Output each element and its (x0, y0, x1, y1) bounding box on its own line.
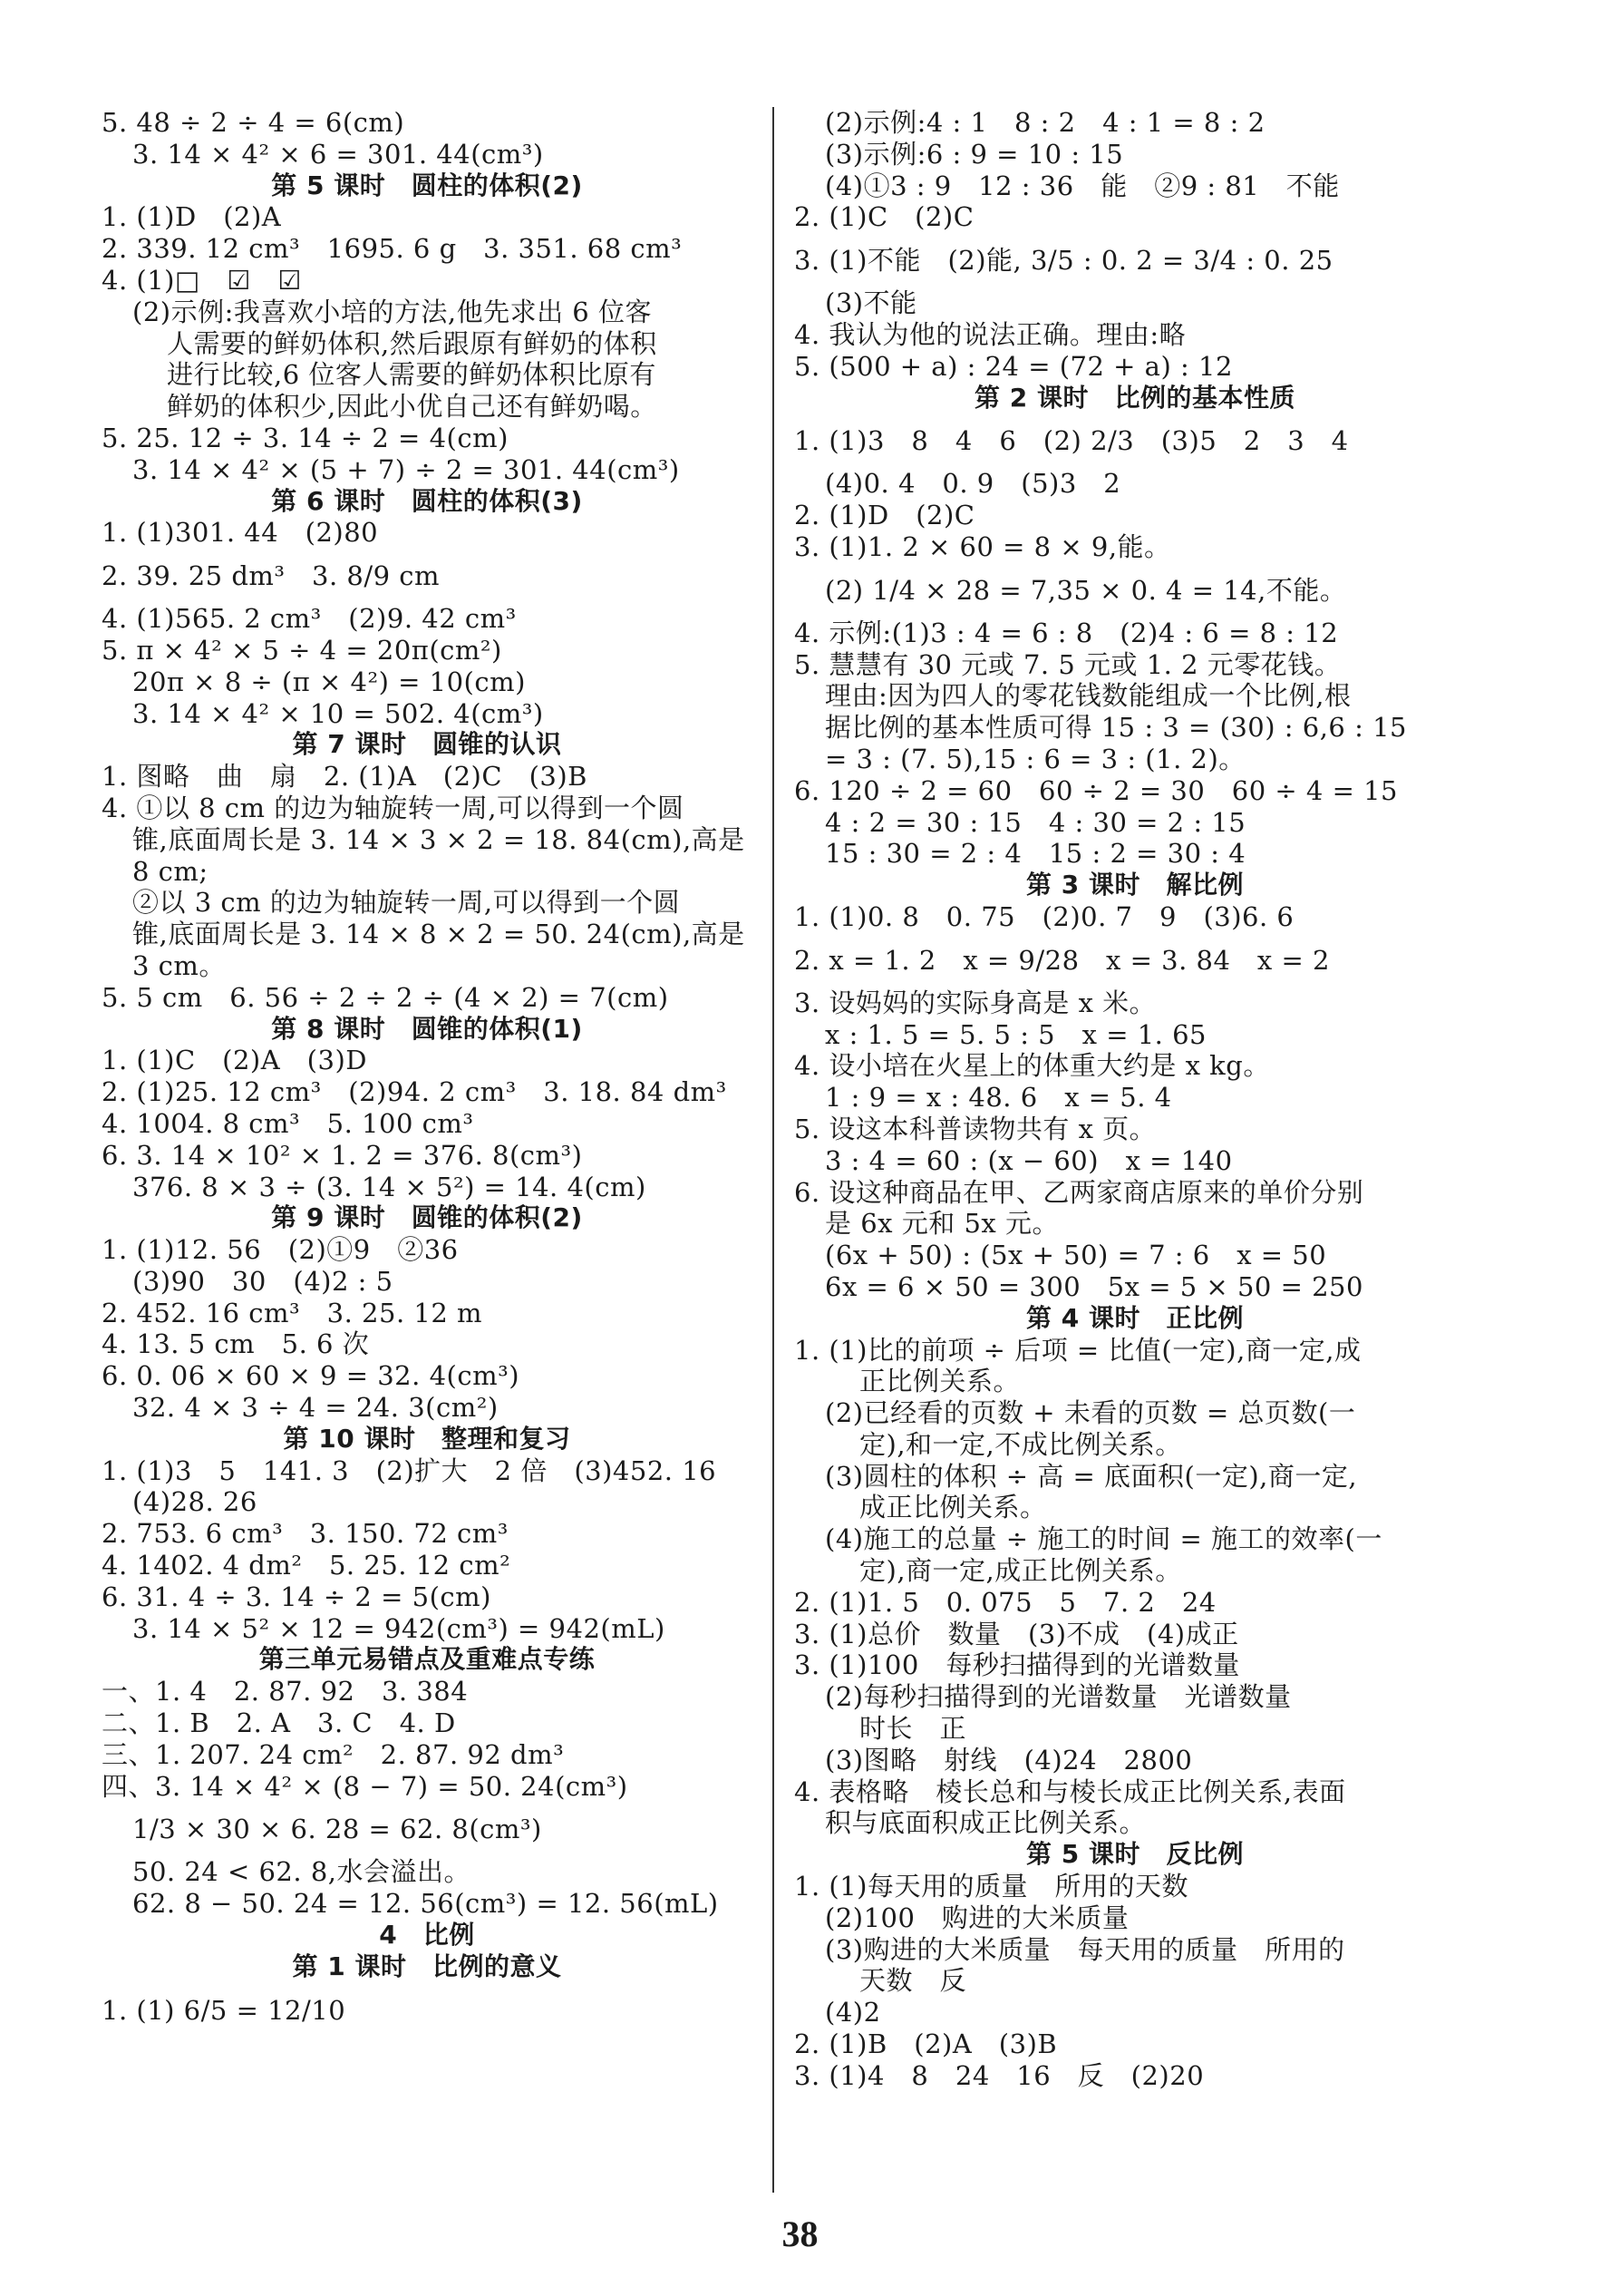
answer-line: 20π × 8 ÷ (π × 4²) = 10(cm) (132, 666, 526, 697)
answer-line: 锥,底面周长是 3. 14 × 3 × 2 = 18. 84(cm),高是 (132, 823, 745, 855)
answer-line: 2. (1)25. 12 cm³ (2)94. 2 cm³ 3. 18. 84 dm³ (102, 1076, 727, 1108)
answer-line: (2)示例:我喜欢小培的方法,他先求出 6 位客 (132, 296, 652, 327)
answer-line: 3. (1)4 8 24 16 反 (2)20 (794, 2059, 1205, 2091)
answer-line: 定),商一定,成正比例关系。 (859, 1555, 1182, 1587)
answer-line: (3)90 30 (4)2 : 5 (132, 1265, 393, 1297)
answer-line: 2. 339. 12 cm³ 1695. 6 g 3. 351. 68 cm³ (102, 233, 683, 265)
answer-line: 15 : 30 = 2 : 4 15 : 2 = 30 : 4 (825, 838, 1246, 870)
answer-line: (3)购进的大米质量 每天用的质量 所用的 (825, 1933, 1345, 1965)
answer-line: 6. 120 ÷ 2 = 60 60 ÷ 2 = 30 60 ÷ 4 = 15 (794, 774, 1399, 806)
answer-line: (4)2 (825, 1997, 881, 2028)
answer-line: 4. 示例:(1)3 : 4 = 6 : 8 (2)4 : 6 = 8 : 12 (794, 617, 1339, 648)
answer-line: 3. (1)100 每秒扫描得到的光谱数量 (794, 1649, 1240, 1681)
answer-line: 人需要的鲜奶体积,然后跟原有鲜奶的体积 (167, 327, 657, 359)
section-heading: 第 5 课时 反比例 (1026, 1839, 1244, 1870)
answer-line: 理由:因为四人的零花钱数能组成一个比例,根 (825, 680, 1352, 712)
answer-line: 成正比例关系。 (859, 1492, 1047, 1523)
answer-line: 8 cm; (132, 855, 208, 887)
section-heading: 第 6 课时 圆柱的体积(3) (271, 485, 583, 516)
answer-line: 1/3 × 30 × 6. 28 = 62. 8(cm³) (132, 1814, 542, 1845)
answer-line: 3. 14 × 4² × 6 = 301. 44(cm³) (132, 138, 544, 170)
answer-line: 4 : 2 = 30 : 15 4 : 30 = 2 : 15 (825, 806, 1246, 838)
section-heading: 第 9 课时 圆锥的体积(2) (271, 1202, 583, 1233)
answer-line: 1 : 9 = x : 48. 6 x = 5. 4 (825, 1082, 1172, 1114)
answer-line: 一、1. 4 2. 87. 92 3. 384 (102, 1676, 469, 1707)
answer-line: (3)不能 (825, 287, 917, 319)
right-column (794, 107, 1476, 2092)
answer-line: 3. (1)总价 数量 (3)不成 (4)成正 (794, 1618, 1239, 1649)
answer-line: (4)①3 : 9 12 : 36 能 ②9 : 81 不能 (825, 170, 1340, 201)
answer-line: 2. 452. 16 cm³ 3. 25. 12 m (102, 1297, 483, 1328)
answer-line: 2. (1)D (2)C (794, 500, 975, 531)
answer-line: 3. 14 × 5² × 12 = 942(cm³) = 942(mL) (132, 1612, 665, 1644)
answer-line: (6x + 50) : (5x + 50) = 7 : 6 x = 50 (825, 1240, 1327, 1271)
answer-line: 1. (1)D (2)A (102, 201, 282, 233)
section-heading: 第 5 课时 圆柱的体积(2) (271, 170, 583, 200)
page-number: 38 (781, 2213, 819, 2254)
column-divider (772, 107, 774, 2193)
answer-line: 4. 设小培在火星上的体重大约是 x kg。 (794, 1050, 1270, 1082)
section-heading: 第 3 课时 解比例 (1026, 870, 1244, 900)
answer-line: 4. 我认为他的说法正确。理由:略 (794, 318, 1187, 350)
answer-line: 四、3. 14 × 4² × (8 − 7) = 50. 24(cm³) (102, 1770, 628, 1802)
answer-line: 4. ①以 8 cm 的边为轴旋转一周,可以得到一个圆 (102, 792, 684, 823)
answer-line: 376. 8 × 3 ÷ (3. 14 × 5²) = 14. 4(cm) (132, 1171, 646, 1202)
answer-line: 鲜奶的体积少,因此小优自己还有鲜奶喝。 (167, 391, 657, 423)
answer-line: = 3 : (7. 5),15 : 6 = 3 : (1. 2)。 (825, 743, 1246, 774)
answer-line: 2. (1)1. 5 0. 075 5 7. 2 24 (794, 1586, 1217, 1618)
answer-line: 1. (1)301. 44 (2)80 (102, 517, 379, 549)
answer-line: (2)示例:4 : 1 8 : 2 4 : 1 = 8 : 2 (825, 107, 1265, 138)
answer-line: 5. 48 ÷ 2 ÷ 4 = 6(cm) (102, 107, 405, 138)
answer-line: 正比例关系。 (859, 1366, 1021, 1397)
answer-line: 时长 正 (859, 1713, 967, 1745)
answer-line: 4. 1402. 4 dm² 5. 25. 12 cm² (102, 1550, 511, 1581)
answer-line: 50. 24 < 62. 8,水会溢出。 (132, 1856, 470, 1888)
answer-line: 6. 3. 14 × 10² × 1. 2 = 376. 8(cm³) (102, 1139, 583, 1171)
answer-line: 4. 1004. 8 cm³ 5. 100 cm³ (102, 1107, 474, 1139)
answer-line: (4)0. 4 0. 9 (5)3 2 (825, 468, 1121, 500)
answer-line: 32. 4 × 3 ÷ 4 = 24. 3(cm²) (132, 1392, 499, 1424)
section-heading: 4 比例 (379, 1920, 475, 1951)
answer-line: 4. 13. 5 cm 5. 6 次 (102, 1328, 370, 1360)
answer-line: 3. (1)不能 (2)能, 3/5 : 0. 2 = 3/4 : 0. 25 (794, 245, 1333, 277)
answer-line: 2. 753. 6 cm³ 3. 150. 72 cm³ (102, 1518, 509, 1550)
answer-line: 3. (1)1. 2 × 60 = 8 × 9,能。 (794, 530, 1171, 562)
answer-line: (2)每秒扫描得到的光谱数量 光谱数量 (825, 1681, 1292, 1713)
answer-line: (2) 1/4 × 28 = 7,35 × 0. 4 = 14,不能。 (825, 574, 1347, 606)
answer-line: 62. 8 − 50. 24 = 12. 56(cm³) = 12. 56(mL) (132, 1888, 719, 1920)
answer-line: 二、1. B 2. A 3. C 4. D (102, 1707, 456, 1739)
answer-line: 2. (1)B (2)A (3)B (794, 2028, 1058, 2060)
section-heading: 第 1 课时 比例的意义 (292, 1951, 562, 1981)
answer-line: 1. (1)比的前项 ÷ 后项 = 比值(一定),商一定,成 (794, 1334, 1362, 1366)
answer-line: 进行比较,6 位客人需要的鲜奶体积比原有 (167, 359, 656, 391)
answer-line: (3)圆柱的体积 ÷ 高 = 底面积(一定),商一定, (825, 1460, 1358, 1492)
answer-line: 1. (1)每天用的质量 所用的天数 (794, 1871, 1188, 1902)
answer-line: 3 : 4 = 60 : (x − 60) x = 140 (825, 1144, 1233, 1176)
answer-line: 6. 31. 4 ÷ 3. 14 ÷ 2 = 5(cm) (102, 1581, 491, 1612)
section-heading: 第 2 课时 比例的基本性质 (975, 382, 1295, 413)
answer-line: (4)施工的总量 ÷ 施工的时间 = 施工的效率(一 (825, 1523, 1382, 1555)
answer-line: 是 6x 元和 5x 元。 (825, 1208, 1059, 1240)
section-heading: 第 8 课时 圆锥的体积(1) (271, 1013, 583, 1044)
left-column (102, 107, 752, 2038)
answer-line: 三、1. 207. 24 cm² 2. 87. 92 dm³ (102, 1738, 565, 1770)
answer-line: 1. (1)12. 56 (2)①9 ②36 (102, 1234, 459, 1266)
answer-line: 1. 图略 曲 扇 2. (1)A (2)C (3)B (102, 761, 587, 793)
answer-line: 3. 14 × 4² × (5 + 7) ÷ 2 = 301. 44(cm³) (132, 453, 680, 485)
answer-line: 6x = 6 × 50 = 300 5x = 5 × 50 = 250 (825, 1270, 1363, 1302)
answer-line: 1. (1) 6/5 = 12/10 (102, 1994, 346, 2026)
answer-line: 据比例的基本性质可得 15 : 3 = (30) : 6,6 : 15 (825, 712, 1407, 744)
answer-line: 2. 39. 25 dm³ 3. 8/9 cm (102, 560, 441, 592)
answer-line: 积与底面积成正比例关系。 (825, 1807, 1147, 1839)
section-heading: 第三单元易错点及重难点专练 (258, 1644, 596, 1675)
answer-line: 5. 设这本科普读物共有 x 页。 (794, 1113, 1157, 1144)
section-heading: 第 7 课时 圆锥的认识 (292, 729, 562, 760)
answer-line: 3. 设妈妈的实际身高是 x 米。 (794, 987, 1157, 1018)
answer-line: (3)示例:6 : 9 = 10 : 15 (825, 138, 1124, 170)
section-heading: 第 4 课时 正比例 (1026, 1302, 1244, 1333)
answer-line: 天数 反 (859, 1965, 967, 1997)
answer-line: 2. (1)C (2)C (794, 201, 975, 233)
answer-line: 5. π × 4² × 5 ÷ 4 = 20π(cm²) (102, 634, 502, 666)
answer-line: 1. (1)C (2)A (3)D (102, 1045, 368, 1076)
answer-line: (2)已经看的页数 + 未看的页数 = 总页数(一 (825, 1397, 1356, 1429)
answer-line: ②以 3 cm 的边为轴旋转一周,可以得到一个圆 (132, 887, 681, 919)
answer-line: 2. x = 1. 2 x = 9/28 x = 3. 84 x = 2 (794, 944, 1330, 976)
answer-line: 1. (1)3 8 4 6 (2) 2/3 (3)5 2 3 4 (794, 425, 1349, 457)
answer-line: 5. (500 + a) : 24 = (72 + a) : 12 (794, 350, 1233, 382)
answer-line: 4. (1)565. 2 cm³ (2)9. 42 cm³ (102, 603, 517, 635)
answer-line: (4)28. 26 (132, 1486, 257, 1518)
answer-line: 锥,底面周长是 3. 14 × 8 × 2 = 50. 24(cm),高是 (132, 919, 745, 950)
answer-line: 6. 设这种商品在甲、乙两家商店原来的单价分别 (794, 1176, 1364, 1208)
answer-line: 5. 25. 12 ÷ 3. 14 ÷ 2 = 4(cm) (102, 422, 509, 453)
answer-line: x : 1. 5 = 5. 5 : 5 x = 1. 65 (825, 1018, 1207, 1050)
answer-line: 定),和一定,不成比例关系。 (859, 1428, 1182, 1460)
answer-line: 5. 5 cm 6. 56 ÷ 2 ÷ 2 ÷ (4 × 2) = 7(cm) (102, 981, 669, 1013)
answer-line: 3. 14 × 4² × 10 = 502. 4(cm³) (132, 697, 544, 729)
answer-line: 6. 0. 06 × 60 × 9 = 32. 4(cm³) (102, 1360, 520, 1392)
answer-line: 5. 慧慧有 30 元或 7. 5 元或 1. 2 元零花钱。 (794, 648, 1342, 680)
answer-line: 3 cm。 (132, 949, 226, 981)
answer-line: 4. 表格略 棱长总和与棱长成正比例关系,表面 (794, 1776, 1346, 1807)
answer-line: 4. (1)□ ☑ ☑ (102, 264, 302, 296)
answer-line: 1. (1)3 5 141. 3 (2)扩大 2 倍 (3)452. 16 (102, 1454, 717, 1486)
answer-line: (3)图略 射线 (4)24 2800 (825, 1744, 1193, 1776)
answer-line: 1. (1)0. 8 0. 75 (2)0. 7 9 (3)6. 6 (794, 900, 1295, 932)
section-heading: 第 10 课时 整理和复习 (283, 1423, 571, 1454)
answer-line: (2)100 购进的大米质量 (825, 1902, 1130, 1933)
